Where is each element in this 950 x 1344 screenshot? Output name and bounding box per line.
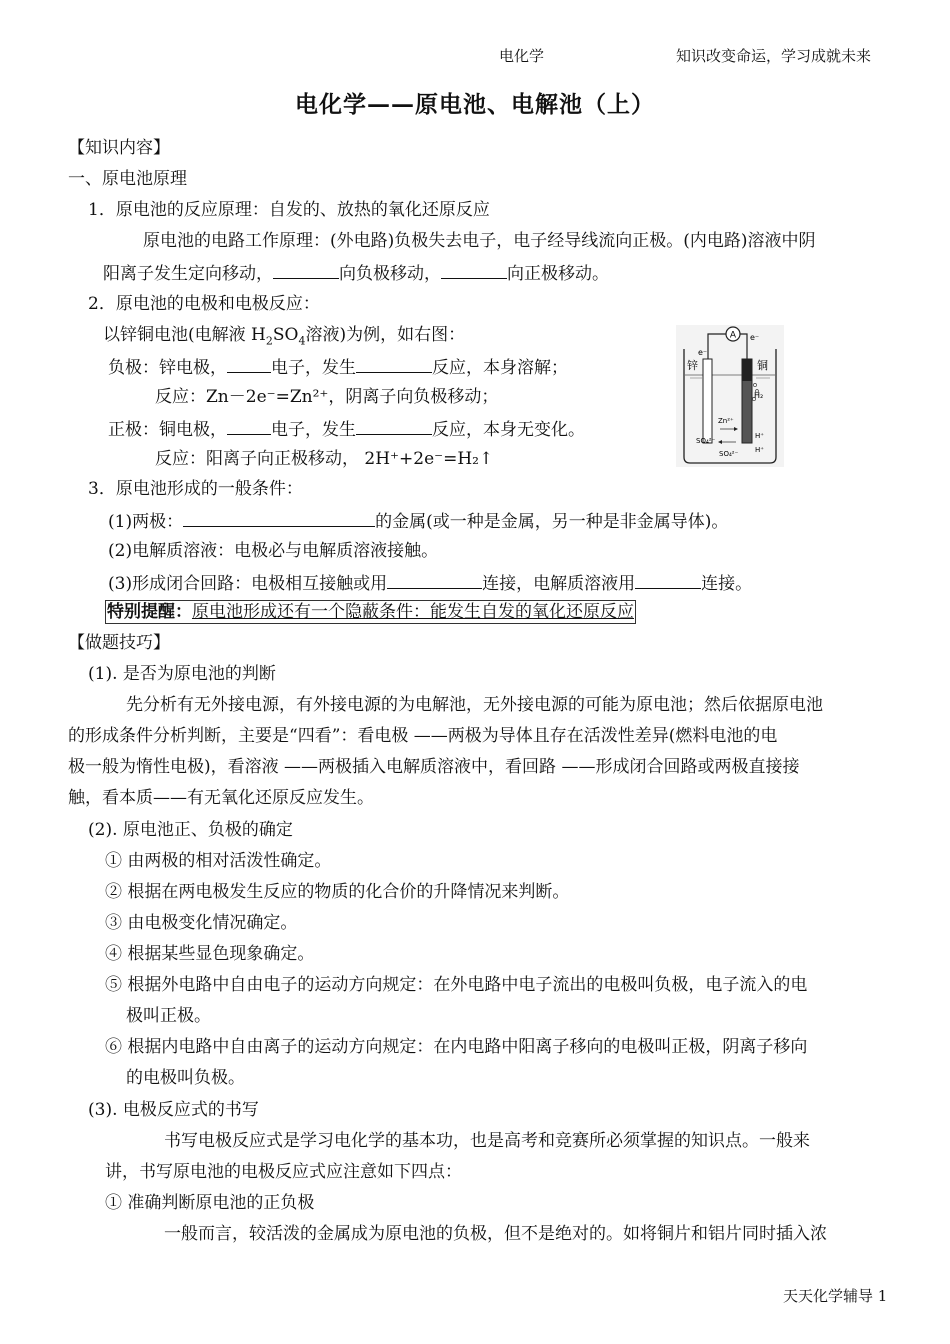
- negative-reaction: 反应：Zn－2e⁻=Zn²⁺，阴离子向负极移动；: [155, 387, 499, 407]
- pos-text-a: 正极：铜电极，: [108, 420, 227, 440]
- skill3-item1: ① 准确判断原电池的正负极: [105, 1193, 315, 1213]
- item1-circuit-line2: [103, 261, 609, 285]
- c1-text-b: 的金属(或一种是金属，另一种是非金属导体)。: [375, 512, 729, 532]
- page-footer: 天天化学辅导 1: [783, 1287, 888, 1305]
- positive-electrode-line: [108, 417, 585, 441]
- skill2-item4: ④ 根据某些显色现象确定。: [105, 944, 315, 964]
- skill3-title: (3). 电极反应式的书写: [88, 1100, 259, 1120]
- c1-text-a: (1)两极：: [108, 512, 184, 532]
- skill2-item5-line2: 极叫正极。: [126, 1006, 211, 1026]
- skill3-item1-text: 一般而言，较活泼的金属成为原电池的负极，但不是绝对的。如将铜片和铝片同时插入浓: [164, 1224, 827, 1244]
- blank-anion-answer[interactable]: [273, 261, 339, 279]
- h2-label: H₂: [754, 391, 764, 400]
- c3-text-c: 连接。: [701, 574, 753, 594]
- h-ion-label-a: H⁺: [755, 432, 764, 440]
- header-motto: 知识改变命运，学习成就未来: [676, 47, 872, 65]
- neg-text-b: 电子，发生: [271, 358, 356, 378]
- skill2-item6-line2: 的电极叫负极。: [126, 1068, 245, 1088]
- circuit-text-a: 阳离子发生定向移动，: [103, 264, 273, 284]
- circuit-text-b: 向负极移动，: [339, 264, 441, 284]
- reminder-label: 特别提醒：: [107, 602, 192, 622]
- blank-connection-external[interactable]: [387, 571, 482, 589]
- skill1-line1: 先分析有无外接电源，有外接电源的为电解池，无外接电源的可能为原电池；然后依据原电池: [126, 695, 823, 715]
- example-text-c: 溶液)为例，如右图：: [305, 325, 466, 345]
- header-subject: 电化学: [499, 47, 545, 65]
- example-sub-2: 2: [265, 334, 273, 348]
- skill1-line3: 极一般为惰性电极)，看溶液 ——两极插入电解质溶液中，看回路 ——形成闭合回路或两极直接接: [68, 757, 800, 777]
- zinc-electrode: [703, 359, 712, 443]
- blank-neg-electron[interactable]: [227, 355, 271, 373]
- blank-electrodes[interactable]: [183, 509, 375, 527]
- page-title: 电化学——原电池、电解池（上）: [295, 91, 655, 118]
- skill1-line2: 的形成条件分析判断，主要是“四看”：看电极 ——两极为导体且存在活泼性差异(燃料电池的电: [68, 726, 778, 746]
- skill1-title: (1). 是否为原电池的判断: [88, 664, 276, 684]
- example-sub-4: 4: [298, 334, 306, 348]
- electron-label-left: e⁻: [698, 348, 708, 357]
- zinc-label: 锌: [687, 359, 698, 372]
- item3-title: 3．原电池形成的一般条件：: [88, 479, 303, 499]
- pos-text-c: 反应，本身无变化。: [432, 420, 585, 440]
- circuit-text-c: 向正极移动。: [507, 264, 609, 284]
- skill3-line2: 讲，书写原电池的电极反应式应注意如下四点：: [105, 1162, 462, 1182]
- ammeter-label: A: [729, 330, 737, 341]
- so4-ion-bottom: SO₄²⁻: [719, 450, 739, 458]
- item1-title: 1．原电池的反应原理：自发的、放热的氧化还原反应: [88, 200, 490, 220]
- neg-text-a: 负极：锌电极，: [108, 358, 227, 378]
- section-heading-knowledge: 【知识内容】: [68, 138, 170, 158]
- negative-electrode-line: [108, 355, 568, 379]
- reminder-text: 原电池形成还有一个隐蔽条件：能发生自发的氧化还原反应: [192, 602, 634, 622]
- condition-1: [108, 509, 728, 533]
- skill2-title: (2). 原电池正、负极的确定: [88, 820, 293, 840]
- blank-connection-internal[interactable]: [635, 571, 701, 589]
- item1-circuit-line1: 原电池的电路工作原理：(外电路)负极失去电子，电子经导线流向正极。(内电路)溶液中阴: [143, 231, 816, 251]
- item2-title: 2．原电池的电极和电极反应：: [88, 294, 320, 314]
- copper-label: 铜: [757, 359, 768, 372]
- so4-ion-left: SO₄²⁻: [696, 437, 716, 445]
- neg-text-c: 反应，本身溶解；: [432, 358, 568, 378]
- h-ion-label-b: H⁺: [755, 446, 764, 454]
- skill3-line1: 书写电极反应式是学习电化学的基本功，也是高考和竞赛所必须掌握的知识点。一般来: [164, 1131, 810, 1151]
- skill1-line4: 触，看本质——有无氧化还原反应发生。: [68, 788, 374, 808]
- pos-text-b: 电子，发生: [271, 420, 356, 440]
- skill2-item6-line1: ⑥ 根据内电路中自由离子的运动方向规定：在内电路中阳离子移向的电极叫正极，阴离子移向: [105, 1037, 808, 1057]
- zinc-copper-cell-diagram: [676, 325, 784, 467]
- electron-label-right: e⁻: [750, 333, 760, 342]
- item2-example: [103, 324, 465, 352]
- blank-pos-electron[interactable]: [227, 417, 271, 435]
- zn-ion-label: Zn²⁺: [718, 417, 734, 425]
- skill2-item5-line1: ⑤ 根据外电路中自由电子的运动方向规定：在外电路中电子流出的电极叫负极，电子流入的电: [105, 975, 808, 995]
- blank-pos-reaction[interactable]: [356, 417, 432, 435]
- section-heading-skills: 【做题技巧】: [68, 633, 170, 653]
- positive-reaction: 反应：阳离子向正极移动， 2H⁺+2e⁻=H₂↑: [155, 449, 494, 469]
- skill2-item1: ① 由两极的相对活泼性确定。: [105, 851, 332, 871]
- skill2-item3: ③ 由电极变化情况确定。: [105, 913, 298, 933]
- special-reminder-box: [105, 600, 636, 624]
- blank-cation-answer[interactable]: [441, 261, 507, 279]
- c3-text-b: 连接，电解质溶液用: [482, 574, 636, 594]
- condition-3: [108, 571, 752, 595]
- example-text-a: 以锌铜电池(电解液 H: [103, 325, 266, 345]
- condition-2: (2)电解质溶液：电极必与电解质溶液接触。: [108, 541, 439, 561]
- example-text-b: SO: [272, 325, 299, 345]
- c3-text-a: (3)形成闭合回路：电极相互接触或用: [108, 574, 388, 594]
- part1-heading: 一、原电池原理: [68, 169, 187, 189]
- skill2-item2: ② 根据在两电极发生反应的物质的化合价的升降情况来判断。: [105, 882, 570, 902]
- blank-neg-reaction[interactable]: [356, 355, 432, 373]
